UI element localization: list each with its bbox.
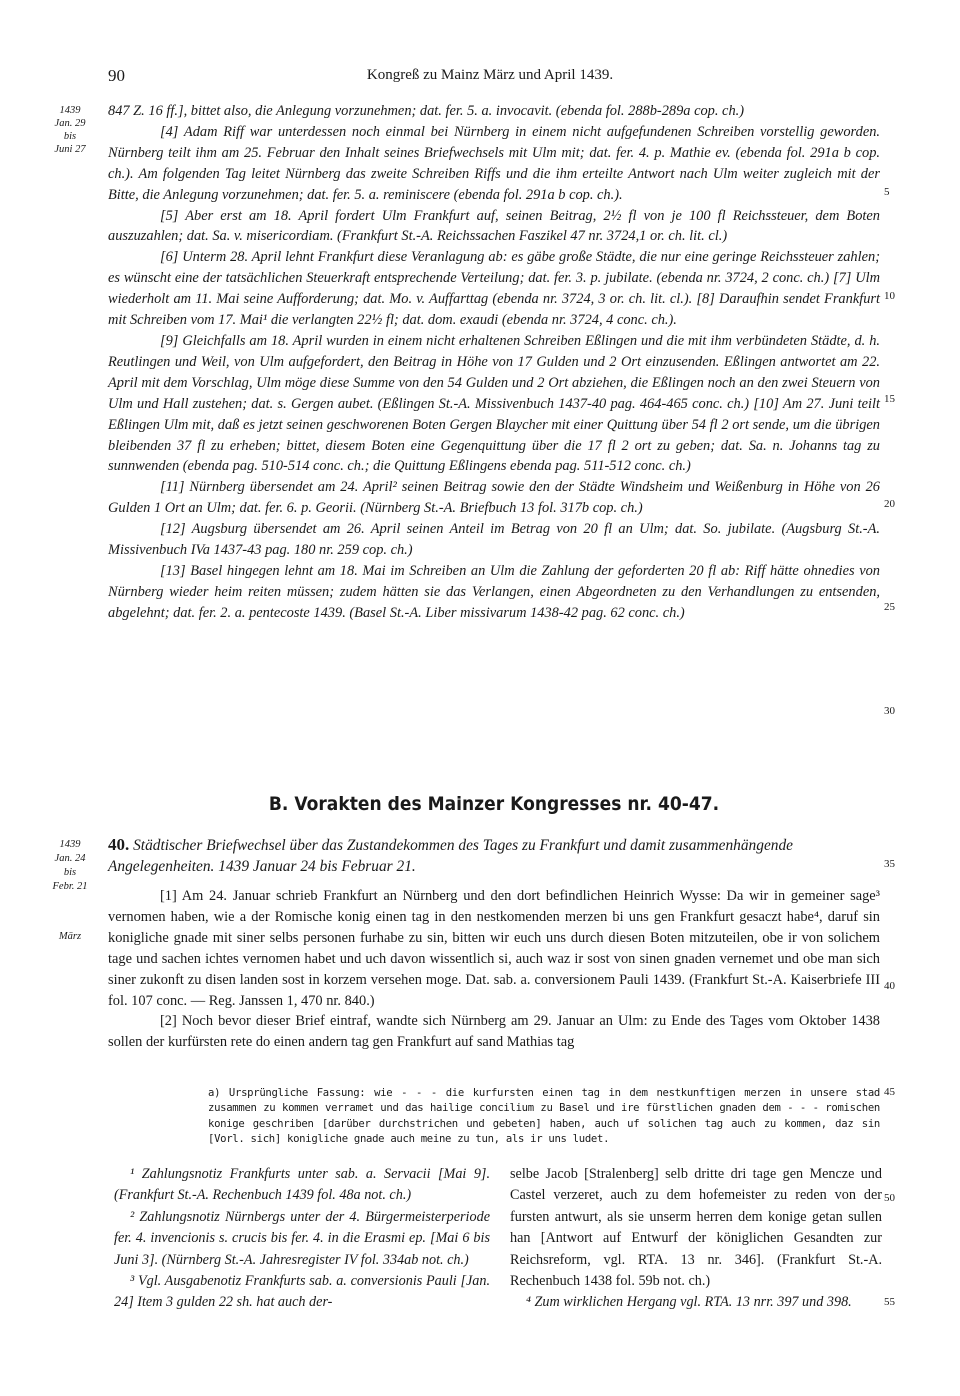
footnote: ² Zahlungsnotiz Nürnbergs unter der 4. Bürgermeisterperiode fer. 4. invencionis s. crucis bis fer. 4. in die Erasmi ep. [Mai 6 bis Juni 3]. (Nürnberg St.-A. Jahresregister IV fol. 334ab not. ch.): [114, 1208, 490, 1268]
paragraph: [6] Unterm 28. April lehnt Frankfurt diese Veranlagung ab: es gäbe große Städte, die nur eine geringe Reichssteuer zahlen; es wünscht eine der tatsächlichen Steuerkraft entsprechende Verteilung; dat. fer. 3. p. jubilate. (ebenda nr. 3724, 2 conc. ch.) [7] Ulm wiederholt am 11. Mai seine Aufforderung; dat. Mo. v. Auffarttag (ebenda nr. 3724, 3 or. ch. lit. cl.). [8] Daraufhin sendet Frankfurt mit Schreiben vom 17. Mai¹ die verlangten 22½ fl; dat. dom. exaudi (ebenda nr. 3724, 4 conc. ch.).: [108, 249, 880, 329]
paragraph: [13] Basel hingegen lehnt am 18. Mai im Schreiben an Ulm die Zahlung der geforderten 20 fl ab: Riff hätte ohnedies von Nürnberg wieder heim reiten müssen; zudem hätten sie das Verlangen, einen Abgeordneten zu den Verhandlungen zu entsenden, abgelehnt; dat. fer. 2. a. pentecoste 1439. (Basel St.-A. Liber missivarum 1438-42 pag. 62 conc. ch.): [108, 562, 880, 621]
line-number: 25: [884, 601, 895, 613]
line-number: 50: [884, 1192, 895, 1204]
margin-date: 1439: [59, 839, 81, 850]
margin-date: März: [58, 931, 82, 942]
margin-date: Febr. 21: [52, 881, 88, 892]
page-header: [100, 66, 880, 88]
margin-date: bis: [63, 867, 77, 878]
document-number: 40.: [108, 835, 130, 854]
page-number: 90: [108, 66, 125, 85]
footnote: ¹ Zahlungsnotiz Frankfurts unter sab. a. Servacii [Mai 9]. (Frankfurt St.-A. Rechenbuch 1439 fol. 48a not. ch.): [114, 1166, 490, 1204]
line-number: 55: [884, 1296, 895, 1308]
line-number: 40: [884, 980, 895, 992]
paragraph: [9] Gleichfalls am 18. April wurden in einem nicht erhaltenen Schreiben Eßlingen und die mit ihm verbündeten Städte, d. h. Reutlingen und Weil, von Ulm aufgefordert, den Beitrag in Höhe von 17 Gulden und 2 Ort einzusenden. Eßlingen antwortet am 22. April mit dem Vorschlag, Ulm möge diese Summe von den 54 Gulden und 2 Ort abziehen, die Eßlingen noch an den zwei Steuern von Ulm und Hall zustehen; dat. s. Gergen aubet. (Eßlingen St.-A. Missivenbuch 1437-40 pag. 464-465 conc. ch.) [10] Am 27. Juni teilt Eßlingen Ulm mit, daß es jetzt seinen geschworenen Boten Gergen Blaycher mit einer Quittung über 54 fl 2 ort sende, um die übrigen bleibenden 37 fl zu erheben; bittet, diesem Boten eine Gegenquittung über die 17 fl 2 ort zu geben; dat. Sa. n. Johanns tag zu sunnwenden (ebenda pag. 510-514 conc. ch.; die Quittung Eßlingens ebenda pag. 511-512 conc. ch.): [108, 332, 880, 475]
paragraph: [12] Augsburg übersendet am 26. April seinen Anteil im Betrag von 20 fl an Ulm; dat. So. jubilate. (Augsburg St.-A. Missivenbuch IVa 1437-43 pag. 180 nr. 259 cop. ch.): [108, 521, 880, 559]
margin-date: Juni 27: [54, 144, 86, 155]
document-title-block: [108, 834, 880, 877]
paragraph: [4] Adam Riff war unterdessen noch einmal bei Nürnberg in einem nicht aufgefundenen Schreiben vorstellig geworden. Nürnberg teilt ihm am 25. Februar den Inhalt seines Briefwechsels mit Ulm mit; dat. fer. 4. p. Mathie ev. (ebenda fol. 291a b cop. ch.). Am folgenden Tag leitet Nürnberg das zweite Schreiben Riffs und die ihm erteilte Antwort nach Ulm weiter zugleich mit der Bitte, die Anlegung vorzunehmen; dat. fer. 5. a. reminiscere (ebenda fol. 291a b cop. ch.).: [108, 123, 880, 203]
document-text: [108, 886, 880, 1053]
margin-date: Jan. 24: [54, 853, 86, 864]
footnote: ³ Vgl. Ausgabenotiz Frankfurts sab. a. conversionis Pauli [Jan. 24] Item 3 gulden 22 sh. hat auch der-: [114, 1273, 490, 1311]
margin-date: bis: [63, 131, 77, 142]
document-title-line: [108, 834, 880, 877]
line-number: 15: [884, 393, 895, 405]
paragraph: [11] Nürnberg übersendet am 24. April² seinen Beitrag sowie den der Städte Windsheim und Weißenburg in Höhe von 26 Gulden 1 Ort an Ulm; dat. fer. 6. p. Georii. (Nürnberg St.-A. Briefbuch 13 fol. 317b cop. ch.): [108, 479, 880, 517]
footnote: selbe Jacob [Stralenberg] selb dritte dri tage gen Mencze und Castel verzeret, auch zu dem hofemeister zu reden von der fursten antwurt, als sie unserm herren dem konige getan sullen han [Antwort auf Entwurf der königlichen Gesandten zur Reichsreform, vgl. RTA. 13 nr. 346]. (Frankfurt St.-A. Rechenbuch 1438 fol. 59b not. ch.): [510, 1166, 882, 1290]
running-title: Kongreß zu Mainz März und April 1439.: [366, 67, 614, 83]
line-number: 30: [884, 705, 895, 717]
textual-apparatus: [208, 1086, 880, 1148]
footnotes-right-column: [510, 1164, 882, 1314]
line-number: 45: [884, 1086, 895, 1098]
footnote: ⁴ Zum wirklichen Hergang vgl. RTA. 13 nrr. 397 und 398.: [526, 1294, 852, 1311]
paragraph: [1] Am 24. Januar schrieb Frankfurt an Nürnberg und den dort befindlichen Heinrich Wysse: Da wir in gemeiner sage³ vernomen haben, wie a der Romische konig einen tag in den nestkomenden merzen bi uns gen Frankfurt gesaczt habe⁴, daruf sin konigliche gnade mit siner selbs personen furhabe zu sin, bitten wir euch uns durch diesen Boten mitzuteilen, obe ir von solichem tage und sachen ichtes vernomen habet und uch davon wissentlich si, auch waz ir sost von sinen gnaden vernemet und obe man sich siner zukonft zu disen landen sost in korzem versehen moge. Dat. sab. a. conversionem Pauli 1439. (Frankfurt St.-A. Kaiserbriefe III fol. 107 conc. — Reg. Janssen 1, 470 nr. 840.): [108, 888, 880, 1009]
apparatus-note-a: a) Ursprüngliche Fassung: wie - - - die kurfursten einen tag in dem nestkunftigen merzen in unsere stad zusammen zu kommen verramet und das hailige concilium zu Basel und ire fürstlichen gnaden dem - - - romischen konige geschriben [darüber durchstrichen und gebeten] haben, auch uf solichen tag auch zu kommen, daz sin [Vorl. sich] konigliche gnade auch meine zu tun, als ir uns ludet.: [208, 1087, 880, 1146]
document-title: Städtischer Briefwechsel über das Zustandekommen des Tages zu Frankfurt und damit zusammenhängende Angelegenheiten. 1439 Januar 24 bis Februar 21.: [108, 837, 793, 875]
paragraph: [2] Noch bevor dieser Brief eintraf, wandte sich Nürnberg am 29. Januar an Ulm: zu Ende des Tages vom Oktober 1438 sollen der kurfürsten rete do einen andern tag gen Frankfurt auf sand Mathias tag: [108, 1013, 880, 1051]
footnotes-left-column: [114, 1164, 490, 1314]
line-number: 35: [884, 858, 895, 870]
intro-text: [108, 101, 880, 624]
line-number: 20: [884, 498, 895, 510]
section-heading: B. Vorakten des Mainzer Kongresses nr. 40-47.: [268, 793, 720, 815]
margin-date: 1439: [59, 105, 81, 116]
line-number: 10: [884, 290, 895, 302]
margin-date: Jan. 29: [54, 118, 86, 129]
line-number: 5: [884, 186, 890, 198]
paragraph: [5] Aber erst am 18. April fordert Ulm Frankfurt auf, seinen Beitrag, 2½ fl von je 100 fl Reichssteuer, dem Boten auszuzahlen; dat. Sa. v. misericordiam. (Frankfurt St.-A. Reichssachen Faszikel 47 nr. 3724,1 or. ch. lit. cl.): [108, 207, 880, 245]
paragraph: 847 Z. 16 ff.], bittet also, die Anlegung vorzunehmen; dat. fer. 5. a. invocavit. (ebenda fol. 288b-289a cop. ch.): [108, 103, 745, 119]
